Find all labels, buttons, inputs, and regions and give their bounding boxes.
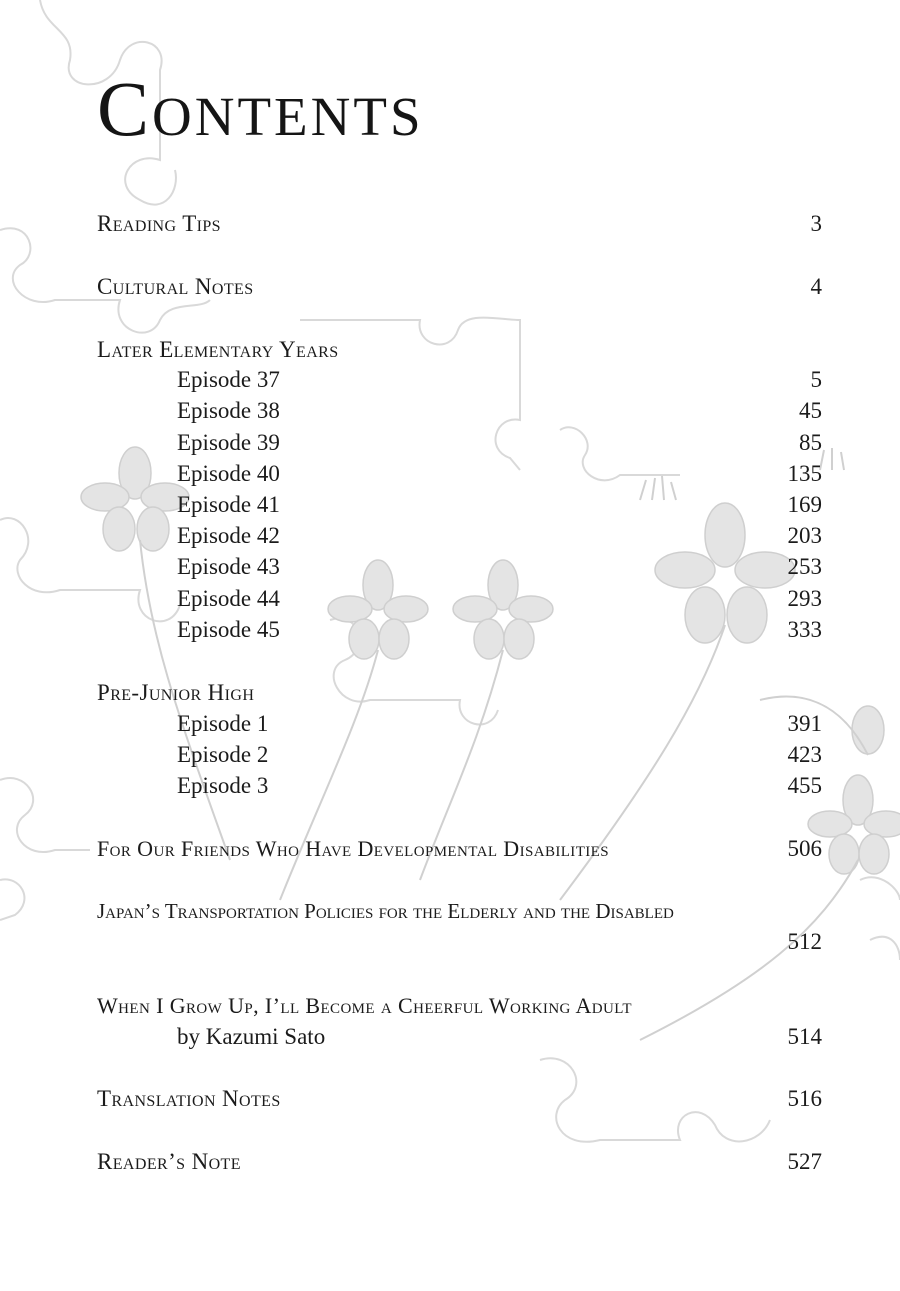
page-number: 203 [787, 523, 822, 548]
toc-entry-episode-43[interactable] [97, 554, 822, 586]
entry-label: Episode 3 [177, 773, 269, 798]
page-number: 4 [810, 274, 822, 299]
toc-entry-episode-3[interactable] [97, 773, 822, 805]
page-number: 391 [787, 711, 822, 736]
entry-label: Reading Tips [97, 211, 221, 236]
toc-entry-episode-42[interactable] [97, 523, 822, 555]
page-number: 169 [787, 492, 822, 517]
toc-entry-episode-45[interactable] [97, 617, 822, 649]
toc-entry-episode-37[interactable] [97, 367, 822, 399]
entry-label: Japan’s Transportation Policies for the Elderly and the Disabled [97, 899, 674, 923]
toc-entry-episode-39[interactable] [97, 430, 822, 462]
toc-entry-transportation-page [97, 929, 822, 961]
page-number: 253 [787, 554, 822, 579]
toc-section-later-elementary-years[interactable] [97, 337, 822, 369]
entry-label: For Our Friends Who Have Developmental Disabilities [97, 836, 609, 861]
toc-entry-episode-44[interactable] [97, 586, 822, 618]
toc-entry-episode-2[interactable] [97, 742, 822, 774]
page-number: 45 [799, 398, 822, 423]
toc-entry-reading-tips[interactable] [97, 211, 822, 243]
page-number: 455 [787, 773, 822, 798]
toc-section-pre-junior-high[interactable] [97, 680, 822, 712]
page-number: 506 [787, 836, 822, 861]
section-label: Later Elementary Years [97, 337, 339, 362]
toc-entry-episode-41[interactable] [97, 492, 822, 524]
toc-entry-readers-note[interactable] [97, 1149, 822, 1181]
section-label: Pre-Junior High [97, 680, 255, 705]
entry-label: Episode 40 [177, 461, 280, 486]
entry-label: Reader’s Note [97, 1149, 241, 1174]
page-number: 293 [787, 586, 822, 611]
toc-entry-episode-38[interactable] [97, 398, 822, 430]
page-title: Contents [97, 65, 424, 152]
page-number: 512 [787, 929, 822, 954]
entry-label: Episode 38 [177, 398, 280, 423]
page-number: 333 [787, 617, 822, 642]
author-byline: by Kazumi Sato [177, 1024, 326, 1049]
toc-entry-grow-up[interactable] [97, 993, 822, 1025]
entry-label: Episode 45 [177, 617, 280, 642]
entry-label: When I Grow Up, I’ll Become a Cheerful Working Adult [97, 993, 632, 1018]
entry-label: Translation Notes [97, 1086, 281, 1111]
entry-label: Episode 42 [177, 523, 280, 548]
page-number: 3 [810, 211, 822, 236]
entry-label: Episode 2 [177, 742, 269, 767]
page-number: 514 [787, 1024, 822, 1049]
entry-label: Episode 39 [177, 430, 280, 455]
page-number: 527 [787, 1149, 822, 1174]
entry-label: Episode 37 [177, 367, 280, 392]
toc-entry-translation-notes[interactable] [97, 1086, 822, 1118]
page-number: 5 [810, 367, 822, 392]
entry-label: Episode 44 [177, 586, 280, 611]
entry-label: Episode 1 [177, 711, 269, 736]
toc-entry-transportation-policies[interactable] [97, 899, 822, 931]
toc-entry-episode-1[interactable] [97, 711, 822, 743]
page-number: 85 [799, 430, 822, 455]
toc-entry-episode-40[interactable] [97, 461, 822, 493]
page-number: 423 [787, 742, 822, 767]
page-number: 135 [787, 461, 822, 486]
entry-label: Episode 43 [177, 554, 280, 579]
entry-label: Episode 41 [177, 492, 280, 517]
entry-label: Cultural Notes [97, 274, 254, 299]
page-number: 516 [787, 1086, 822, 1111]
toc-entry-cultural-notes[interactable] [97, 274, 822, 306]
toc-entry-friends-disabilities[interactable] [97, 836, 822, 868]
toc-entry-grow-up-byline [97, 1024, 822, 1056]
